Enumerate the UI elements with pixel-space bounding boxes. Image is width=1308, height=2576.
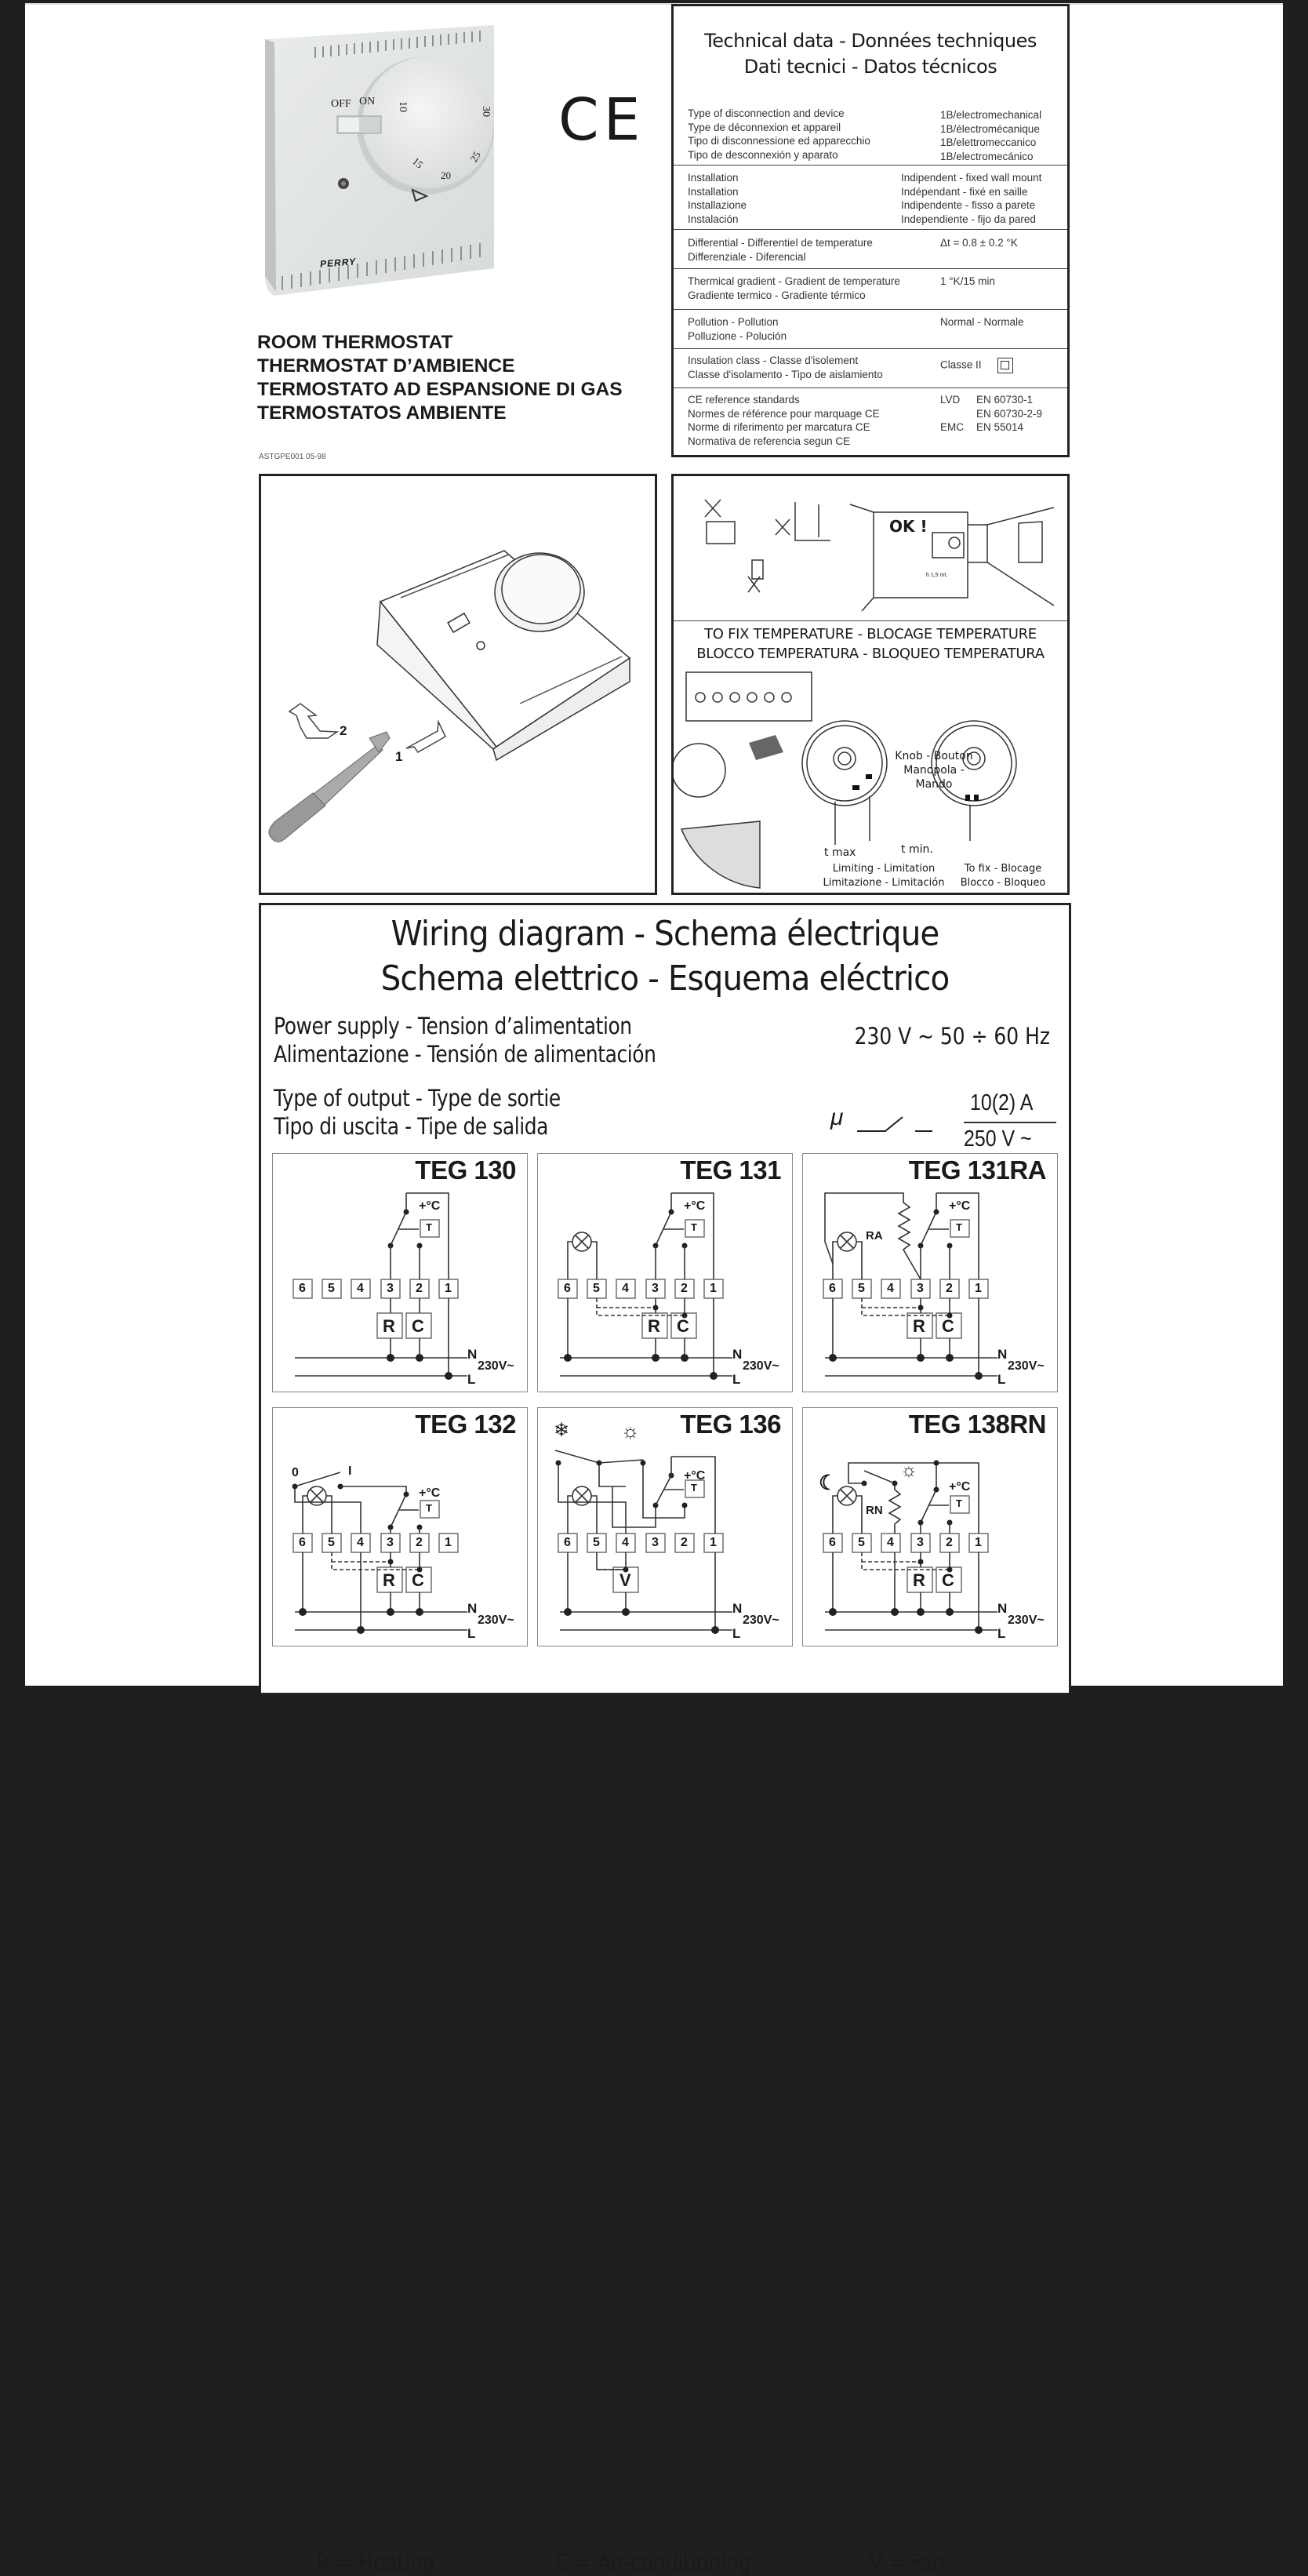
class-ii-icon xyxy=(997,358,1013,373)
terminal-6: 6 xyxy=(299,1282,306,1295)
terminal-5: 5 xyxy=(858,1282,865,1295)
thermostat-t-label: T xyxy=(956,1497,962,1509)
terminal-1: 1 xyxy=(445,1282,452,1295)
terminal-1: 1 xyxy=(710,1536,717,1549)
switch-off-label: OFF xyxy=(331,98,351,110)
terminal-6: 6 xyxy=(829,1536,836,1549)
terminal-3: 3 xyxy=(917,1282,924,1295)
terminal-4: 4 xyxy=(887,1282,894,1295)
installation-illustration xyxy=(671,474,1070,895)
t-min-label: t min. xyxy=(901,843,933,856)
terminal-2: 2 xyxy=(946,1536,953,1549)
diagram-model-title: TEG 131 xyxy=(680,1155,781,1184)
terminal-3: 3 xyxy=(387,1536,394,1549)
neutral-label: N xyxy=(732,1347,743,1362)
step-1-label: 1 xyxy=(395,749,403,764)
terminal-4: 4 xyxy=(357,1536,364,1549)
t-max-label: t max xyxy=(824,846,856,859)
mounting-position-drawing xyxy=(674,476,1067,620)
thermostat-t-label: T xyxy=(956,1221,962,1233)
terminal-1: 1 xyxy=(445,1536,452,1549)
wiring-title: Wiring diagram - Schema électrique Schema elettrico - Esquema eléctrico xyxy=(380,914,950,999)
tech-row-differential: Differential - Differentiel de temperature Differenziale - Diferencial Δt = 0.8 ± 0.2 °K xyxy=(674,231,1067,269)
wiring-diagram-teg-132 xyxy=(272,1407,528,1646)
plus-celsius-label: +°C xyxy=(949,1480,971,1494)
terminal-4: 4 xyxy=(357,1282,364,1295)
tech-heading: Technical data - Données techniques Dati tecnici - Datos técnicos xyxy=(704,30,1037,78)
plus-celsius-label: +°C xyxy=(419,1486,441,1500)
thermostat-t-label: T xyxy=(426,1221,432,1233)
plus-celsius-label: +°C xyxy=(419,1199,441,1213)
terminal-2: 2 xyxy=(946,1282,953,1295)
heating-r-label: R xyxy=(383,1570,395,1590)
terminal-5: 5 xyxy=(328,1282,335,1295)
terminal-1: 1 xyxy=(975,1282,982,1295)
neutral-label: N xyxy=(997,1601,1008,1616)
schematic xyxy=(273,1408,529,1647)
knob-label: Knob - Bouton Manopola - Mando xyxy=(895,750,973,791)
voltage-label: 230V~ xyxy=(478,1614,514,1627)
line-label: L xyxy=(467,1626,476,1641)
plus-celsius-label: +°C xyxy=(949,1199,971,1213)
heating-r-label: R xyxy=(913,1316,925,1336)
micro-disconnection-symbol: μ xyxy=(830,1104,844,1130)
line-label: L xyxy=(732,1372,741,1387)
knob-fixing-drawing xyxy=(674,664,1067,896)
plus-celsius-label: +°C xyxy=(684,1199,706,1213)
output-current: 10(2) A xyxy=(970,1090,1034,1115)
schematic xyxy=(538,1408,794,1647)
diagram-model-title: TEG 131RA xyxy=(908,1155,1046,1184)
schematic xyxy=(538,1154,794,1393)
terminal-6: 6 xyxy=(299,1536,306,1549)
neutral-label: N xyxy=(467,1347,478,1362)
schematic xyxy=(273,1154,529,1393)
wiring-diagram-teg-131ra xyxy=(802,1153,1058,1392)
power-supply-label: Power supply - Tension d’alimentation Alimentazione - Tensión de alimentación xyxy=(274,1013,656,1068)
terminal-2: 2 xyxy=(681,1536,688,1549)
schematic xyxy=(803,1408,1059,1647)
terminal-1: 1 xyxy=(975,1536,982,1549)
wiring-diagram-teg-131 xyxy=(537,1153,793,1392)
wiring-diagram-teg-130 xyxy=(272,1153,528,1392)
terminal-4: 4 xyxy=(622,1282,629,1295)
dial-mark-25: 25 xyxy=(467,149,483,165)
terminal-5: 5 xyxy=(593,1536,600,1549)
terminal-6: 6 xyxy=(564,1536,571,1549)
tech-row-standards: CE reference standards Normes de référence pour marquage CE Norme di riferimento per marcatura CE Normativa de referencia segun CE LVD EN 60730-1 EN 60730-2-9 EMC EN 55014 xyxy=(688,394,1043,447)
product-titles xyxy=(257,331,623,425)
neutral-label: N xyxy=(997,1347,1008,1362)
wiring-diagram-teg-136 xyxy=(537,1407,793,1646)
screwdriver-illustration xyxy=(261,476,655,893)
plus-celsius-label: +°C xyxy=(684,1469,706,1483)
cooling-c-label: C xyxy=(412,1316,424,1336)
voltage-label: 230V~ xyxy=(478,1359,514,1373)
schematic xyxy=(803,1154,1059,1393)
neutral-label: N xyxy=(732,1601,743,1616)
terminal-2: 2 xyxy=(681,1282,688,1295)
neutral-label: N xyxy=(467,1601,478,1616)
sun-icon: ☼ xyxy=(900,1460,917,1481)
switch-contact-icon xyxy=(854,1104,932,1136)
legend-fan: V = Fan xyxy=(869,2549,945,2576)
diagram-model-title: TEG 130 xyxy=(415,1155,516,1184)
wiring-diagram-panel xyxy=(259,903,1071,2576)
terminal-3: 3 xyxy=(917,1536,924,1549)
line-label: L xyxy=(467,1372,476,1387)
diagram-model-title: TEG 138RN xyxy=(908,1410,1046,1439)
tech-row-installation: Installation Installation Installazione Instalación Indipendent - fixed wall mount Indépendant - fixé en saille Indipendente - fisso a parete Independiente - fijo da pared xyxy=(674,166,1067,230)
terminal-6: 6 xyxy=(564,1282,571,1295)
terminal-2: 2 xyxy=(416,1536,423,1549)
fix-temperature-heading: TO FIX TEMPERATURE - BLOCAGE TEMPERATURE BLOCCO TEMPERATURA - BLOQUEO TEMPERATURA xyxy=(674,620,1067,664)
output-voltage: 250 V ~ xyxy=(964,1126,1032,1152)
title-fr: THERMOSTAT D’AMBIENCE xyxy=(257,355,515,377)
line-label: L xyxy=(997,1372,1006,1387)
heating-r-label: R xyxy=(913,1570,925,1590)
switch-off-0-label: 0 xyxy=(292,1466,299,1479)
title-en: ROOM THERMOSTAT xyxy=(257,332,453,353)
diagram-model-title: TEG 132 xyxy=(415,1410,516,1439)
cover-removal-illustration xyxy=(259,474,657,895)
legend-heating: R = Heating xyxy=(316,2549,435,2576)
output-type-label: Type of output - Type de sortie Tipo di uscita - Tipe de salida xyxy=(274,1085,561,1140)
heating-r-label: R xyxy=(383,1316,395,1336)
tech-row-gradient: Thermical gradient - Gradient de temperature Gradiente termico - Gradiente térmico 1 °K/15 min xyxy=(674,270,1067,310)
terminal-1: 1 xyxy=(710,1282,717,1295)
cooling-c-label: C xyxy=(942,1570,954,1590)
line-label: L xyxy=(732,1626,741,1641)
brand-logo: PERRY xyxy=(319,256,357,270)
wiring-diagram-teg-138rn xyxy=(802,1407,1058,1646)
terminal-5: 5 xyxy=(858,1536,865,1549)
cooling-c-label: C xyxy=(677,1316,689,1336)
output-type-value xyxy=(830,1090,1058,1156)
terminal-5: 5 xyxy=(328,1536,335,1549)
cooling-c-label: C xyxy=(412,1570,424,1590)
voltage-label: 230V~ xyxy=(743,1359,779,1373)
snowflake-icon: ❄ xyxy=(554,1420,570,1441)
voltage-label: 230V~ xyxy=(743,1614,779,1627)
mount-height-label: h 1,5 mt. xyxy=(926,573,948,578)
terminal-3: 3 xyxy=(652,1536,659,1549)
tech-row-insulation: Insulation class - Classe d'isolement Classe d'isolamento - Tipo de aislamiento Classe II xyxy=(674,350,1067,388)
terminal-4: 4 xyxy=(887,1536,894,1549)
title-it: TERMOSTATO AD ESPANSIONE DI GAS xyxy=(257,379,623,400)
dial-mark-20: 20 xyxy=(441,169,451,181)
terminal-5: 5 xyxy=(593,1282,600,1295)
diagram-model-title: TEG 136 xyxy=(680,1410,781,1439)
terminal-4: 4 xyxy=(622,1536,629,1549)
resistor-rn-label: RN xyxy=(866,1504,883,1517)
tech-row-pollution: Pollution - Pollution Polluzione - Polución Normal - Normale xyxy=(674,311,1067,349)
voltage-label: 230V~ xyxy=(1008,1614,1045,1627)
to-fix-label: To fix - Blocage Blocco - Bloqueo xyxy=(960,863,1046,889)
cooling-c-label: C xyxy=(942,1316,954,1336)
thermostat-t-label: T xyxy=(691,1221,697,1233)
sun-icon: ☼ xyxy=(621,1419,640,1443)
dial-mark-15: 15 xyxy=(410,155,426,171)
fraction-bar xyxy=(964,1122,1056,1123)
technical-data-table xyxy=(671,4,1070,457)
ok-label: OK ! xyxy=(889,517,928,536)
tech-row-disconnection: Type of disconnection and device Type de déconnexion et appareil Tipo di disconnessione ed apparecchio Tipo de desconnexión y aparato 1B/electromechanical 1B/électromécanique 1B/elettromeccanico 1B/electromecánico xyxy=(674,102,1067,166)
dial-mark-10: 10 xyxy=(397,101,409,112)
terminal-3: 3 xyxy=(652,1282,659,1295)
document-code: ASTGPE001 05-98 xyxy=(259,453,326,461)
line-label: L xyxy=(997,1626,1006,1641)
step-2-label: 2 xyxy=(340,723,347,738)
fan-v-label: V xyxy=(619,1570,631,1590)
power-supply-value: 230 V ~ 50 ÷ 60 Hz xyxy=(854,1023,1050,1050)
moon-icon: ☾ xyxy=(819,1471,837,1494)
heating-r-label: R xyxy=(648,1316,660,1336)
terminal-3: 3 xyxy=(387,1282,394,1295)
voltage-label: 230V~ xyxy=(1008,1359,1045,1373)
legend-air-conditioning: C = Air-conditioning xyxy=(555,2549,751,2576)
thermostat-photo xyxy=(259,25,494,296)
limiting-label: Limiting - Limitation Limitazione - Limitación xyxy=(823,863,945,889)
thermostat-t-label: T xyxy=(426,1502,432,1514)
dial-mark-30: 30 xyxy=(480,106,492,117)
ce-mark: CE xyxy=(558,86,645,154)
switch-on-label: ON xyxy=(359,96,376,107)
terminal-6: 6 xyxy=(829,1282,836,1295)
resistor-ra-label: RA xyxy=(866,1229,883,1243)
terminal-2: 2 xyxy=(416,1282,423,1295)
title-es: TERMOSTATOS AMBIENTE xyxy=(257,402,507,424)
thermostat-t-label: T xyxy=(691,1482,697,1494)
switch-on-i-label: I xyxy=(348,1464,352,1478)
